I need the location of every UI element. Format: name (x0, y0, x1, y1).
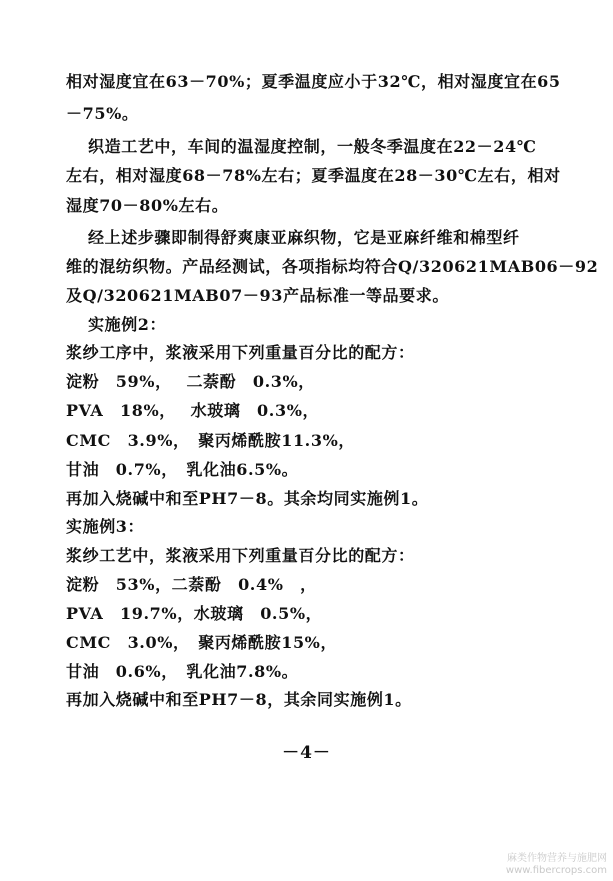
formula-line: PVA 18%， 水玻璃 0.3%， (66, 401, 320, 420)
watermark-title: 麻类作物营养与施肥网 (507, 853, 607, 864)
text-line: 左右，相对湿度68－78%左右；夏季温度在28－30℃左右，相对 (66, 166, 561, 185)
formula-line: 甘油 0.7%， 乳化油6.5%。 (66, 460, 299, 479)
text-line: －75%。 (66, 104, 139, 123)
formula-line: CMC 3.0%， 聚丙烯酰胺15%， (66, 633, 338, 652)
text-line: 相对湿度宜在63－70%；夏季温度应小于32℃，相对湿度宜在65 (66, 72, 561, 91)
text-line: 湿度70－80%左右。 (66, 196, 229, 215)
text-line: 维的混纺织物。产品经测试，各项指标均符合Q/320621MAB06－92 (66, 257, 599, 276)
formula-line: PVA 19.7%，水玻璃 0.5%， (66, 604, 323, 623)
watermark (506, 853, 607, 877)
text-line: 及Q/320621MAB07－93产品标准一等品要求。 (66, 286, 449, 305)
text-line: 浆纱工艺中，浆液采用下列重量百分比的配方： (66, 546, 415, 565)
formula-line: CMC 3.9%， 聚丙烯酰胺11.3%， (66, 431, 355, 450)
watermark-url: www.fibercrops.com (505, 865, 607, 876)
example-heading: 实施例2： (88, 315, 167, 334)
paragraph-start-line: 经上述步骤即制得舒爽康亚麻织物，它是亚麻纤维和棉型纤 (88, 228, 520, 247)
text-line: 再加入烧碱中和至PH7－8，其余同实施例1。 (66, 690, 412, 709)
paragraph-start-line: 织造工艺中，车间的温湿度控制，一般冬季温度在22－24℃ (88, 137, 537, 156)
page-number: －4－ (282, 743, 331, 763)
example-heading: 实施例3： (66, 517, 145, 536)
formula-line: 淀粉 59%， 二萘酚 0.3%， (66, 372, 315, 391)
formula-line: 淀粉 53%，二萘酚 0.4% ， (66, 575, 317, 594)
formula-line: 甘油 0.6%， 乳化油7.8%。 (66, 662, 299, 681)
text-line: 再加入烧碱中和至PH7－8。其余均同实施例1。 (66, 489, 429, 508)
text-line: 浆纱工序中，浆液采用下列重量百分比的配方： (66, 343, 415, 362)
